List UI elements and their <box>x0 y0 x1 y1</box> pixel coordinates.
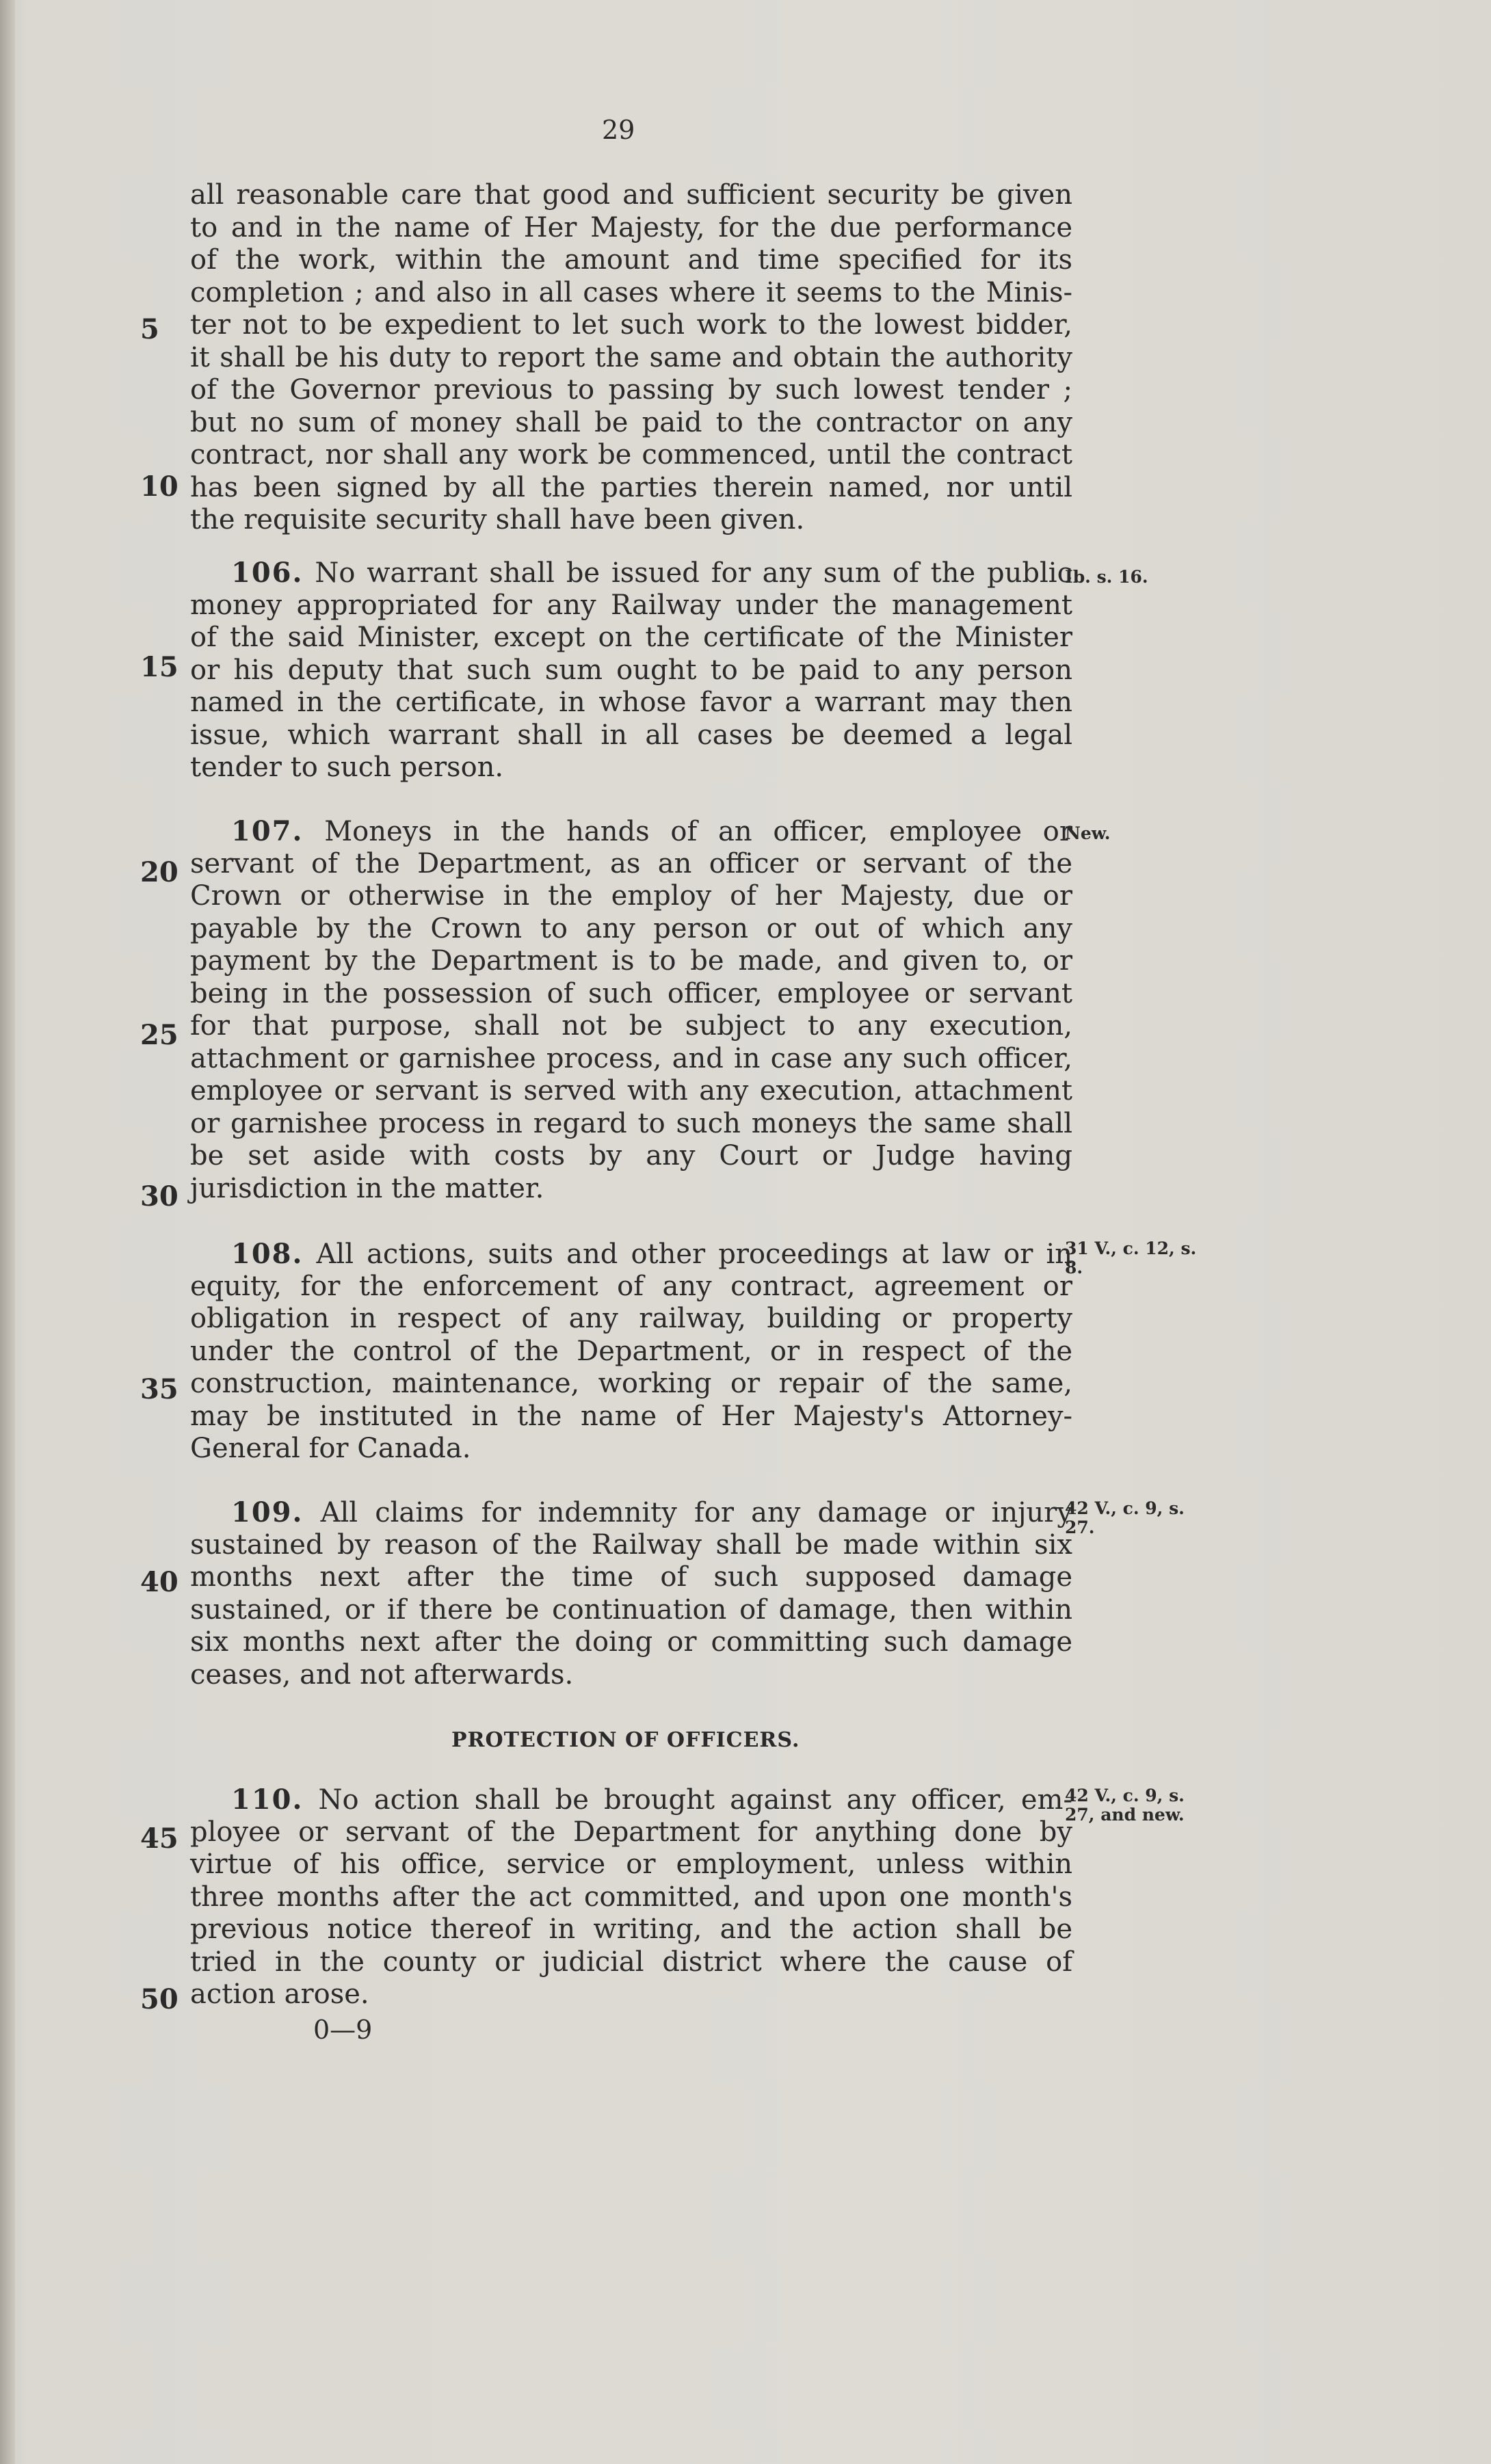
text-line: payment by the Department is to be made, and given to, or <box>190 945 1072 977</box>
text-line: has been signed by all the parties therein named, nor until <box>190 471 1072 503</box>
text-line: ployee or servant of the Department for anything done by <box>190 1816 1072 1848</box>
text-line: for that purpose, shall not be subject to any execution, <box>190 1010 1072 1042</box>
section-110 <box>190 1784 1072 2011</box>
page-number: 29 <box>602 115 635 145</box>
text-line: General for Canada. <box>190 1433 471 1464</box>
margin-note-110: 42 V., c. 9, s. 27, and new. <box>1065 1786 1185 1825</box>
text-line: or garnishee process in regard to such moneys the same shall <box>190 1107 1072 1139</box>
text-line: named in the certificate, in whose favor a warrant may then <box>190 687 1072 718</box>
line-number-20: 20 <box>140 856 179 888</box>
section-text: All actions, suits and other proceedings at law or in <box>316 1238 1073 1270</box>
signature-mark: 0—9 <box>313 2015 373 2045</box>
text-line: under the control of the Department, or in respect of the <box>190 1335 1072 1367</box>
text-line: jurisdiction in the matter. <box>190 1172 544 1204</box>
section-text: Moneys in the hands of an officer, employee or <box>324 816 1072 847</box>
section-number: 109. <box>231 1496 304 1528</box>
text-line: tender to such person. <box>190 752 504 783</box>
text-line: action arose. <box>190 1978 369 2010</box>
line-number-40: 40 <box>140 1566 179 1598</box>
text-line: months next after the time of such supposed damage <box>190 1561 1072 1593</box>
binding-edge <box>0 0 15 2464</box>
text-line: six months next after the doing or committing such damage <box>190 1626 1072 1658</box>
section-heading: PROTECTION OF OFFICERS. <box>451 1728 800 1752</box>
section-number: 108. <box>231 1238 304 1270</box>
section-number: 106. <box>231 557 304 589</box>
text-line: equity, for the enforcement of any contract, agreement or <box>190 1270 1072 1302</box>
text-line: be set aside with costs by any Court or Judge having <box>190 1140 1072 1171</box>
line-number-30: 30 <box>140 1180 179 1213</box>
text-line: attachment or garnishee process, and in case any such officer, <box>190 1042 1072 1074</box>
line-number-10: 10 <box>140 471 179 503</box>
text-line: all reasonable care that good and sufficient security be given <box>190 179 1072 211</box>
text-line: of the work, within the amount and time specified for its <box>190 244 1072 276</box>
text-line: three months after the act committed, and upon one month's <box>190 1881 1072 1913</box>
margin-note-107: New. <box>1065 823 1111 843</box>
text-line: it shall be his duty to report the same and obtain the authority <box>190 341 1072 373</box>
section-text: No warrant shall be issued for any sum of the public <box>315 557 1073 589</box>
section-number: 110. <box>231 1784 304 1816</box>
line-number-25: 25 <box>140 1019 179 1051</box>
section-first-line <box>190 815 1072 848</box>
text-line: employee or servant is served with any execution, attachment <box>190 1075 1072 1107</box>
margin-note-106: Ib. s. 16. <box>1065 567 1148 587</box>
line-number-15: 15 <box>140 651 179 683</box>
text-line: sustained by reason of the Railway shall be made within six <box>190 1528 1072 1561</box>
text-line: sustained, or if there be continuation of damage, then within <box>190 1593 1072 1626</box>
text-line: obligation in respect of any railway, building or property <box>190 1303 1072 1334</box>
section-first-line <box>190 557 1072 589</box>
text-line: of the said Minister, except on the certificate of the Minister <box>190 622 1072 653</box>
section-107 <box>190 815 1072 1205</box>
text-line: previous notice thereof in writing, and the action shall be <box>190 1913 1072 1945</box>
text-line: tried in the county or judicial district where the cause of <box>190 1946 1072 1978</box>
text-line: payable by the Crown to any person or out of which any <box>190 912 1072 944</box>
line-number-5: 5 <box>140 313 159 345</box>
text-line: the requisite security shall have been given. <box>190 504 805 535</box>
line-number-35: 35 <box>140 1373 179 1405</box>
line-number-45: 45 <box>140 1823 179 1855</box>
text-line: contract, nor shall any work be commenced, until the contract <box>190 439 1072 471</box>
text-line: construction, maintenance, working or repair of the same, <box>190 1368 1072 1399</box>
text-line: servant of the Department, as an officer or servant of the <box>190 847 1072 879</box>
text-line: virtue of his office, service or employment, unless within <box>190 1849 1072 1880</box>
section-first-line <box>190 1496 1072 1529</box>
section-109 <box>190 1496 1072 1691</box>
text-line: money appropriated for any Railway under the management <box>190 589 1072 621</box>
text-line: Crown or otherwise in the employ of her Majesty, due or <box>190 880 1072 912</box>
text-line: ter not to be expedient to let such work to the lowest bidder, <box>190 309 1072 341</box>
text-line: ceases, and not afterwards. <box>190 1658 574 1691</box>
margin-note-108: 31 V., c. 12, s. 8. <box>1065 1238 1197 1277</box>
section-108 <box>190 1238 1072 1466</box>
text-line: issue, which warrant shall in all cases be deemed a legal <box>190 719 1072 751</box>
section-text: All claims for indemnity for any damage or injury <box>320 1497 1073 1528</box>
intro-paragraph <box>190 179 1072 537</box>
section-first-line <box>190 1238 1072 1271</box>
text-line: or his deputy that such sum ought to be paid to any person <box>190 654 1072 686</box>
text-line: to and in the name of Her Majesty, for the due performance <box>190 211 1072 243</box>
text-line: being in the possession of such officer, employee or servant <box>190 977 1072 1009</box>
text-line: may be instituted in the name of Her Majesty's Attorney- <box>190 1400 1072 1432</box>
section-first-line <box>190 1784 1072 1816</box>
section-number: 107. <box>231 815 304 847</box>
text-line: completion ; and also in all cases where it seems to the Minis- <box>190 276 1072 308</box>
section-106 <box>190 557 1072 784</box>
section-text: No action shall be brought against any officer, em- <box>318 1784 1072 1816</box>
text-line: but no sum of money shall be paid to the contractor on any <box>190 406 1072 438</box>
margin-note-109: 42 V., c. 9, s. 27. <box>1065 1498 1185 1537</box>
text-line: of the Governor previous to passing by such lowest tender ; <box>190 374 1072 406</box>
line-number-50: 50 <box>140 1983 179 2015</box>
